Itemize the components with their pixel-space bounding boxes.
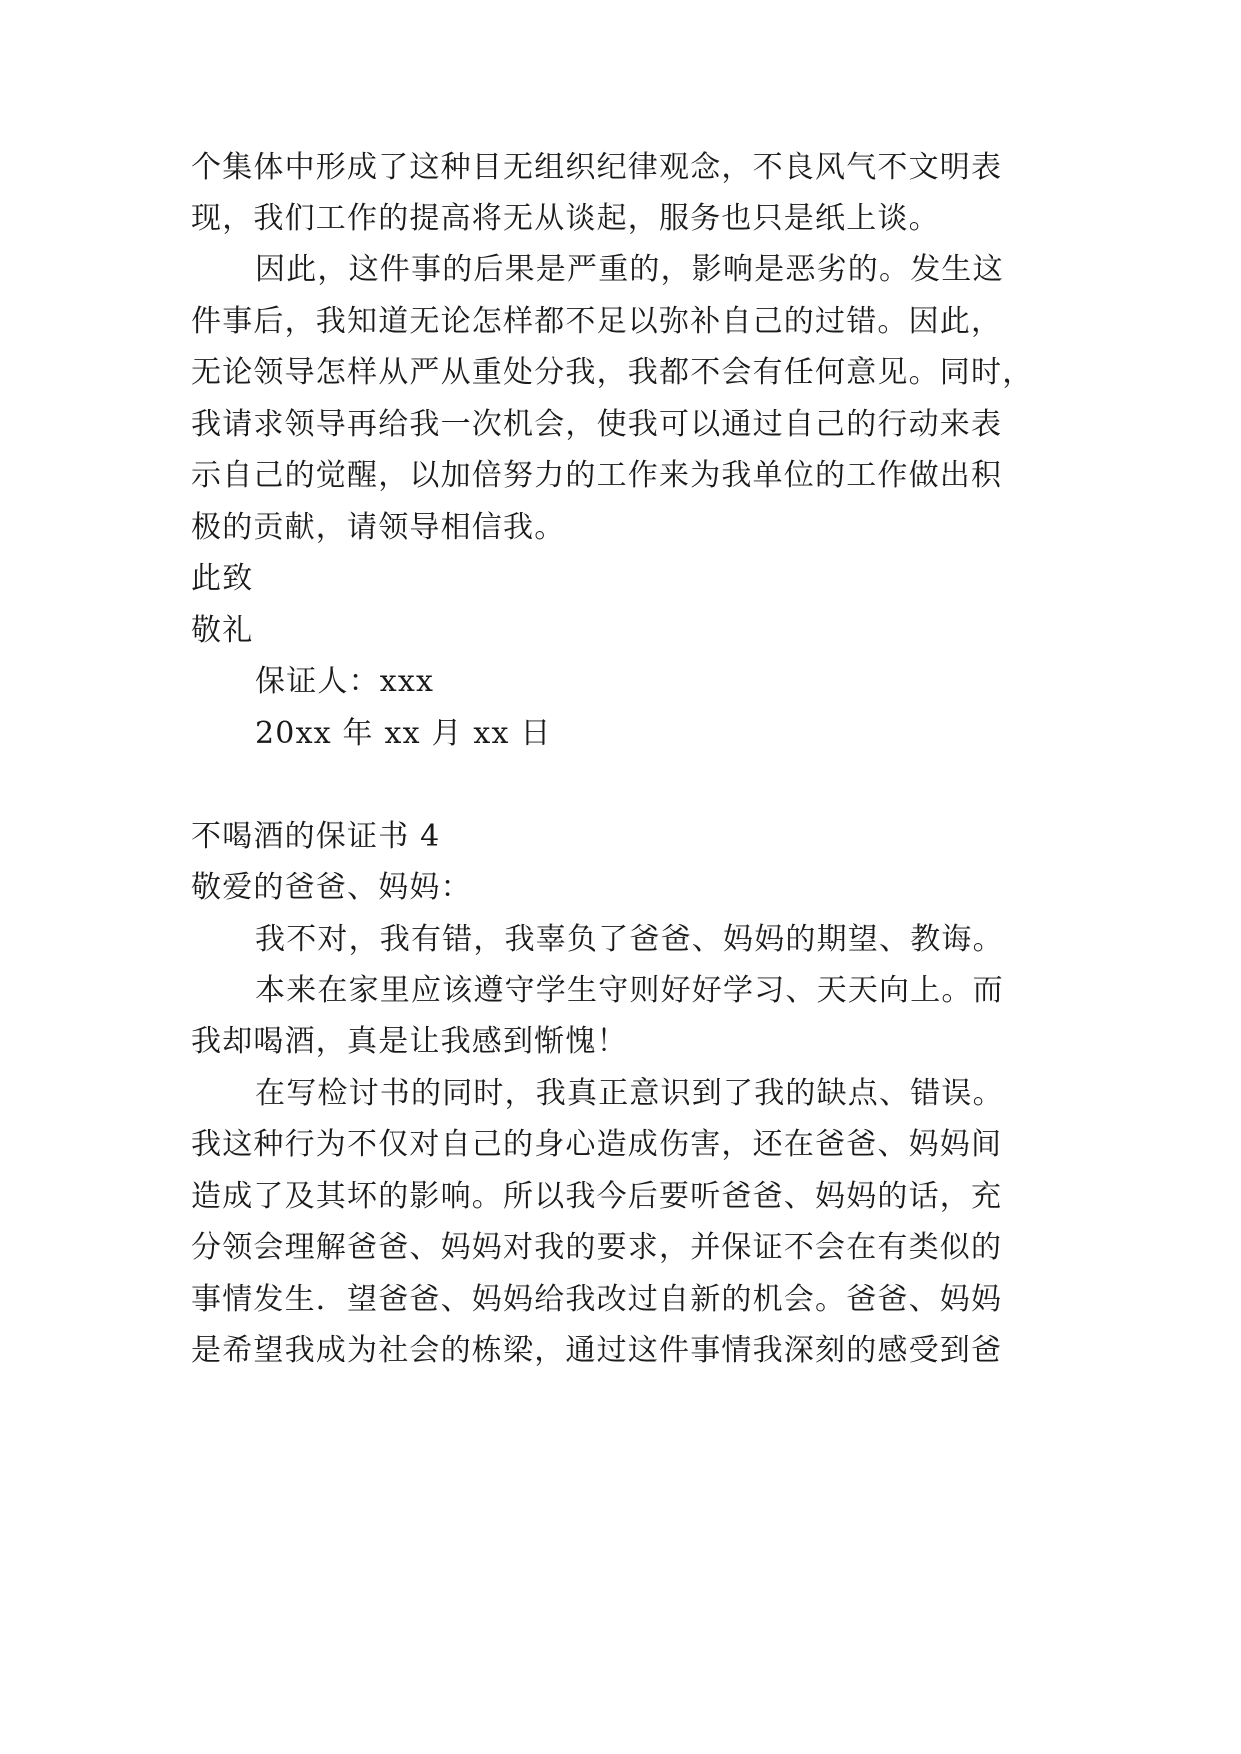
letter2-para2-line1: 本来在家里应该遵守学生守则好好学习、天天向上。而 <box>255 973 1004 1008</box>
letter2-para3-line4: 分领会理解爸爸、妈妈对我的要求，并保证不会在有类似的 <box>191 1230 1003 1265</box>
letter2-title: 不喝酒的保证书 4 <box>191 819 441 854</box>
letter2-salutation: 敬爱的爸爸、妈妈： <box>191 870 472 905</box>
letter1-para2-line4: 我请求领导再给我一次机会，使我可以通过自己的行动来表 <box>191 407 1003 442</box>
letter1-closing-jing-li: 敬礼 <box>191 613 254 648</box>
letter1-para1-line2: 现，我们工作的提高将无从谈起，服务也只是纸上谈。 <box>191 201 940 236</box>
letter1-para2-line2: 件事后，我知道无论怎样都不足以弥补自己的过错。因此， <box>191 304 1003 339</box>
letter2-para3-line3: 造成了及其坏的影响。所以我今后要听爸爸、妈妈的话，充 <box>191 1179 1003 1214</box>
letter2-para3-line1: 在写检讨书的同时，我真正意识到了我的缺点、错误。 <box>255 1076 1004 1111</box>
letter2-para2-line2: 我却喝酒，真是让我感到惭愧！ <box>191 1024 628 1059</box>
letter1-date: 20xx 年 xx 月 xx 日 <box>255 716 552 751</box>
letter1-signer: 保证人：xxx <box>255 664 435 699</box>
letter2-para3-line6: 是希望我成为社会的栋梁，通过这件事情我深刻的感受到爸 <box>191 1333 1003 1368</box>
letter1-para1-line1: 个集体中形成了这种目无组织纪律观念，不良风气不文明表 <box>191 150 1003 185</box>
letter2-para1-line1: 我不对，我有错，我辜负了爸爸、妈妈的期望、教诲。 <box>255 922 1004 957</box>
letter1-closing-ci-zhi: 此致 <box>191 561 254 596</box>
letter2-para3-line5: 事情发生．望爸爸、妈妈给我改过自新的机会。爸爸、妈妈 <box>191 1282 1003 1317</box>
letter1-para2-line5: 示自己的觉醒，以加倍努力的工作来为我单位的工作做出积 <box>191 458 1003 493</box>
letter1-para2-line3: 无论领导怎样从严从重处分我，我都不会有任何意见。同时， <box>191 355 1034 390</box>
letter2-para3-line2: 我这种行为不仅对自己的身心造成伤害，还在爸爸、妈妈间 <box>191 1127 1003 1162</box>
letter1-para2-line1: 因此，这件事的后果是严重的，影响是恶劣的。发生这 <box>255 252 1004 287</box>
letter1-para2-line6: 极的贡献，请领导相信我。 <box>191 510 566 545</box>
